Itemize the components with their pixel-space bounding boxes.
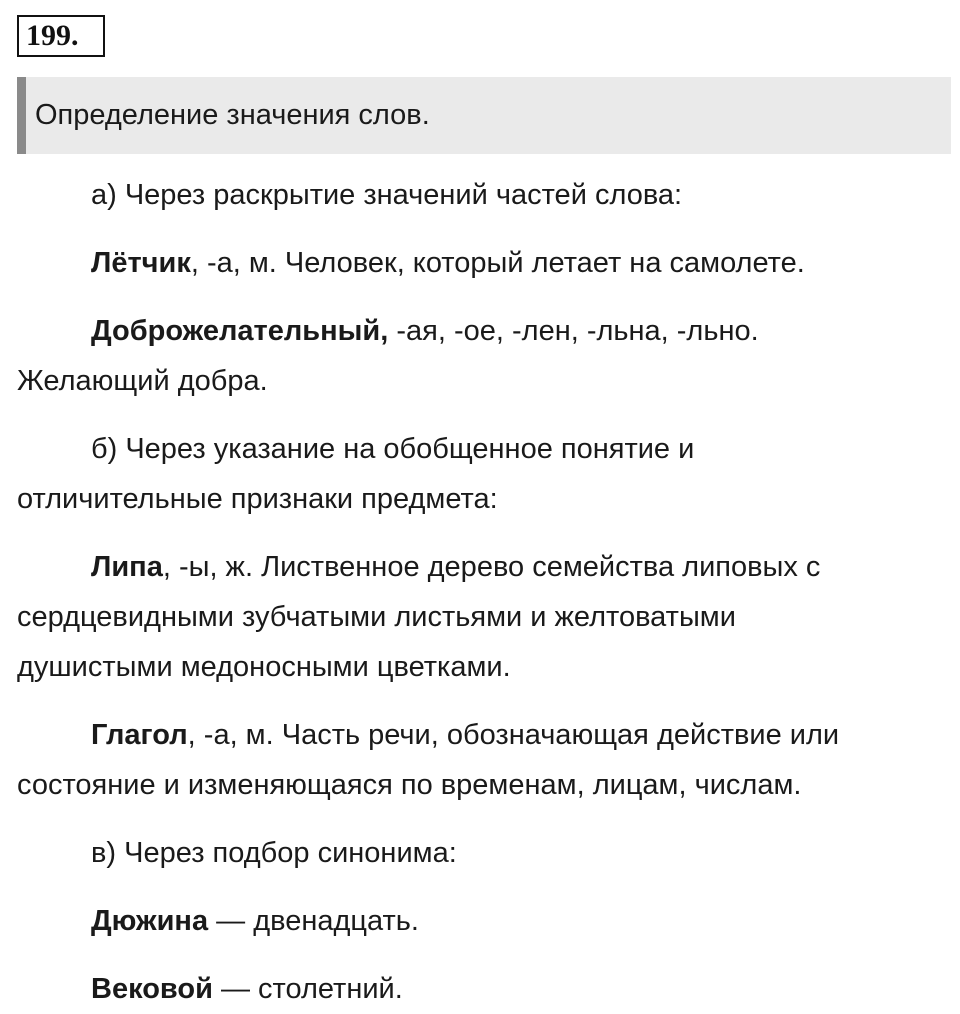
headword: Доброжелательный, [91,315,389,347]
entry-lyotchik [17,238,951,288]
intro-text: а) Через раскрытие значений частей слова: [91,179,683,211]
intro-text-continued: отличительные признаки предмета: [17,483,498,515]
headword: Глагол [91,719,188,751]
definition-continued: сердцевидными зубчатыми листьями и желтоватыми [17,601,736,633]
document-body [17,170,951,1014]
paragraph-v-intro [17,828,951,878]
intro-text: в) Через подбор синонима: [91,837,457,869]
definition-continued: состояние и изменяющаяся по временам, лицам, числам. [17,769,802,801]
headword: Липа [91,551,163,583]
entry-dyuzhina [17,896,951,946]
definition-continued: Желающий добра. [17,365,268,397]
entry-dobrozhelatelny [17,306,951,406]
definition: — двенадцать. [208,905,419,937]
definition: , -ы, ж. Лиственное дерево семейства липовых с [162,551,821,583]
entry-vekovoy [17,964,951,1014]
definition-continued: душистыми медоносными цветками. [17,651,511,683]
definition: , -а, м. Человек, который летает на самолете. [190,247,805,279]
section-header: Определение значения слов. [17,77,951,154]
intro-text: б) Через указание на обобщенное понятие и [91,433,695,465]
definition: , -а, м. Часть речи, обозначающая действие или [187,719,840,751]
headword: Дюжина [91,905,209,937]
paragraph-b-intro [17,424,951,524]
headword: Лётчик [91,247,191,279]
entry-lipa [17,542,951,692]
headword: Вековой [91,973,213,1005]
definition: — столетний. [212,973,403,1005]
task-number: 199. [17,15,105,57]
definition: -ая, -ое, -лен, -льна, -льно. [388,315,759,347]
entry-glagol [17,710,951,810]
paragraph-a-intro [17,170,951,220]
